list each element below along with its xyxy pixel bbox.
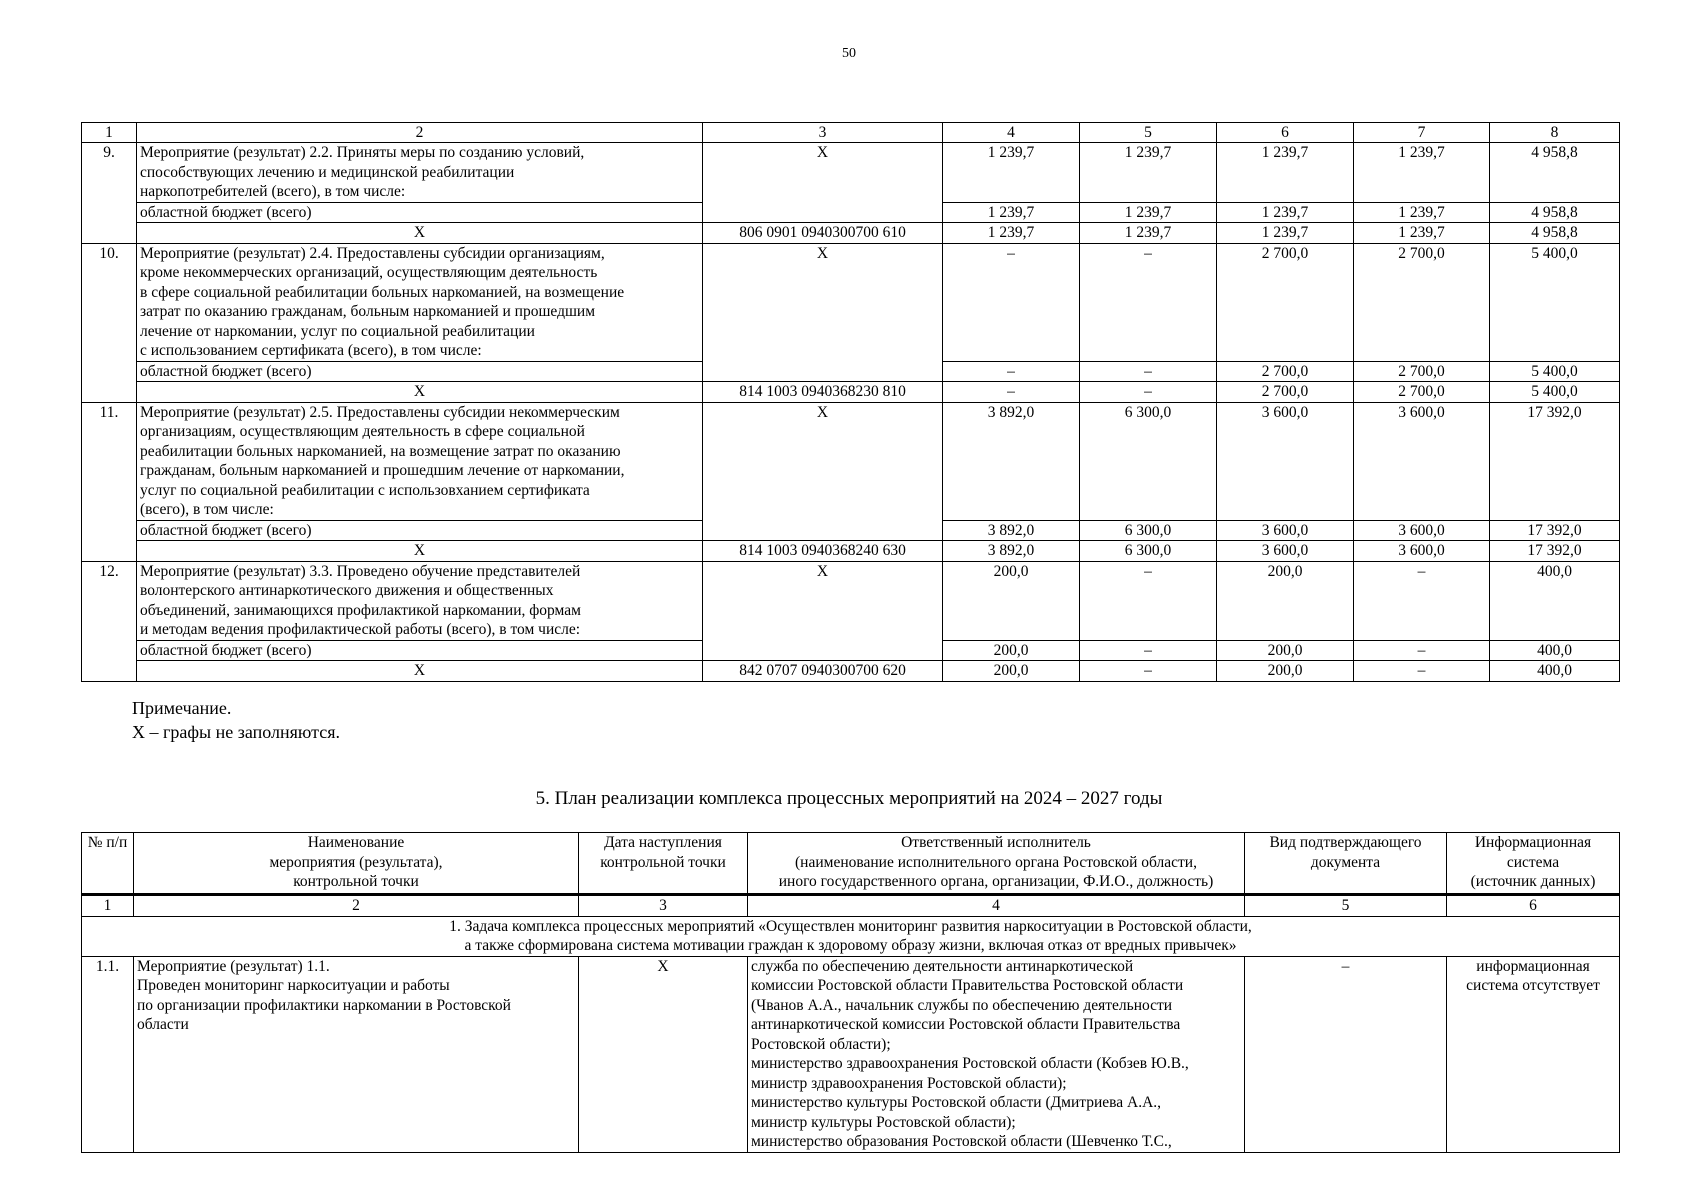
amount-cell: –	[1080, 661, 1217, 682]
amount-cell: 200,0	[943, 661, 1080, 682]
amount-cell: 3 892,0	[943, 520, 1080, 541]
amount-cell: –	[1080, 640, 1217, 661]
amount-cell: 4 958,8	[1490, 202, 1620, 223]
amount-cell: –	[1354, 661, 1490, 682]
col-number: 4	[943, 123, 1080, 143]
budget-classification-code: 814 1003 0940368230 810	[703, 382, 943, 403]
row-number: 11.	[82, 402, 137, 561]
amount-cell: 200,0	[943, 561, 1080, 640]
budget-classification-code: 806 0901 0940300700 610	[703, 223, 943, 244]
amount-cell: 1 239,7	[1354, 223, 1490, 244]
plan-header-row	[82, 833, 1620, 895]
header-date: Дата наступления контрольной точки	[579, 833, 748, 895]
amount-cell: 2 700,0	[1354, 382, 1490, 403]
amount-cell: 3 600,0	[1217, 402, 1354, 520]
amount-cell: 200,0	[1217, 640, 1354, 661]
measure-name: Мероприятие (результат) 2.2. Приняты меры по созданию условий, способствующих лечению и медицинской реабилитации наркопотребителей (всего), в том числе:	[137, 143, 703, 203]
col-number: 1	[82, 123, 137, 143]
amount-cell: 2 700,0	[1217, 382, 1354, 403]
note-title: Примечание.	[132, 698, 232, 718]
measure-name: Мероприятие (результат) 2.4. Предоставлены субсидии организациям, кроме некоммерческих организаций, осуществляющим деятельность в сфере социальной реабилитации больных наркоманией, на возмещение затрат по оказанию гражданам, больным наркоманией и прошедшим лечение от наркомании, услуг по социальной реабилитации с использованием сертификата (всего), в том числе:	[137, 243, 703, 361]
amount-cell: 17 392,0	[1490, 541, 1620, 562]
amount-cell: 400,0	[1490, 661, 1620, 682]
col-number: 3	[579, 895, 748, 917]
header-num: № п/п	[82, 833, 134, 895]
col-number: 8	[1490, 123, 1620, 143]
row-number: 9.	[82, 143, 137, 244]
amount-cell: 3 600,0	[1354, 402, 1490, 520]
col-number: 4	[748, 895, 1245, 917]
measure-name: Мероприятие (результат) 2.5. Предоставлены субсидии некоммерческим организациям, осуществляющим деятельность в сфере социальной реабилитации больных наркоманией, на возмещение затрат по оказанию гражданам, больным наркоманией и прошедшим лечение от наркомании, услуг по социальной реабилитации с использовханием сертификата (всего), в том числе:	[137, 402, 703, 520]
header-executor: Ответственный исполнитель (наименование исполнительного органа Ростовской области, иного государственного органа, организации, Ф.И.О., должность)	[748, 833, 1245, 895]
page-number: 50	[842, 46, 856, 61]
budget-code: Х	[703, 402, 943, 541]
x-label: Х	[137, 223, 703, 244]
budget-code: Х	[703, 143, 943, 223]
amount-cell: 1 239,7	[1354, 143, 1490, 203]
amount-cell: 1 239,7	[1354, 202, 1490, 223]
row-executor: служба по обеспечению деятельности антинаркотической комиссии Ростовской области Правительства Ростовской области (Чванов А.А., начальник службы по обеспечению деятельности антинаркотической комиссии Ростовской области Правительства Ростовской области); министерство здравоохранения Ростовской области (Кобзев Ю.В., министр здравоохранения Ростовской области); министерство культуры Ростовской области (Дмитриева А.А., министр культуры Ростовской области); министерство образования Ростовской области (Шевченко Т.С.,	[748, 956, 1245, 1152]
code-row	[82, 223, 1620, 244]
amount-cell: 6 300,0	[1080, 402, 1217, 520]
column-number-row	[82, 123, 1620, 143]
amount-cell: 3 892,0	[943, 541, 1080, 562]
amount-cell: –	[1080, 382, 1217, 403]
measure-row	[82, 402, 1620, 520]
col-number: 6	[1217, 123, 1354, 143]
amount-cell: –	[943, 243, 1080, 361]
budget-table	[81, 122, 1620, 682]
amount-cell: 1 239,7	[1080, 143, 1217, 203]
amount-cell: 1 239,7	[943, 223, 1080, 244]
amount-cell: 4 958,8	[1490, 223, 1620, 244]
amount-cell: 17 392,0	[1490, 402, 1620, 520]
amount-cell: 1 239,7	[1080, 223, 1217, 244]
col-number: 2	[137, 123, 703, 143]
header-name: Наименование мероприятия (результата), контрольной точки	[134, 833, 579, 895]
amount-cell: 1 239,7	[1217, 202, 1354, 223]
row-name: Мероприятие (результат) 1.1. Проведен мониторинг наркоситуации и работы по организации профилактики наркомании в Ростовской области	[134, 956, 579, 1152]
x-label: Х	[137, 382, 703, 403]
measure-row	[82, 243, 1620, 361]
x-label: Х	[137, 541, 703, 562]
measure-row	[82, 561, 1620, 640]
amount-cell: 2 700,0	[1217, 361, 1354, 382]
amount-cell: 17 392,0	[1490, 520, 1620, 541]
plan-table	[81, 832, 1620, 1153]
col-number: 1	[82, 895, 134, 917]
amount-cell: –	[943, 382, 1080, 403]
col-number: 5	[1245, 895, 1447, 917]
amount-cell: 4 958,8	[1490, 143, 1620, 203]
amount-cell: 200,0	[1217, 661, 1354, 682]
amount-cell: –	[1354, 561, 1490, 640]
amount-cell: 2 700,0	[1217, 243, 1354, 361]
amount-cell: –	[1080, 361, 1217, 382]
amount-cell: 3 600,0	[1217, 541, 1354, 562]
col-number: 7	[1354, 123, 1490, 143]
amount-cell: 5 400,0	[1490, 361, 1620, 382]
row-date: Х	[579, 956, 748, 1152]
col-number: 2	[134, 895, 579, 917]
budget-classification-code: 842 0707 0940300700 620	[703, 661, 943, 682]
code-row	[82, 382, 1620, 403]
measure-row	[82, 143, 1620, 203]
amount-cell: 1 239,7	[1080, 202, 1217, 223]
note-text: Х – графы не заполняются.	[132, 722, 340, 742]
amount-cell: –	[943, 361, 1080, 382]
col-number: 5	[1080, 123, 1217, 143]
amount-cell: 1 239,7	[1217, 143, 1354, 203]
budget-classification-code: 814 1003 0940368240 630	[703, 541, 943, 562]
header-document: Вид подтверждающего документа	[1245, 833, 1447, 895]
row-system: информационная система отсутствует	[1447, 956, 1620, 1152]
amount-cell: 3 600,0	[1354, 541, 1490, 562]
amount-cell: 200,0	[943, 640, 1080, 661]
plan-column-number-row	[82, 895, 1620, 917]
budget-label: областной бюджет (всего)	[137, 202, 703, 223]
amount-cell: 1 239,7	[943, 143, 1080, 203]
row-number: 10.	[82, 243, 137, 402]
amount-cell: –	[1354, 640, 1490, 661]
budget-label: областной бюджет (всего)	[137, 361, 703, 382]
code-row	[82, 541, 1620, 562]
header-system: Информационная система (источник данных)	[1447, 833, 1620, 895]
task-title: 1. Задача комплекса процессных мероприятий «Осуществлен мониторинг развития наркоситуации в Ростовской области, а также сформирована система мотивации граждан к здоровому образу жизни, включая отказ от вредных привычек»	[82, 916, 1620, 956]
code-row	[82, 661, 1620, 682]
amount-cell: 200,0	[1217, 561, 1354, 640]
budget-code: Х	[703, 243, 943, 382]
note	[132, 696, 340, 744]
amount-cell: –	[1080, 561, 1217, 640]
budget-label: областной бюджет (всего)	[137, 640, 703, 661]
row-document: –	[1245, 956, 1447, 1152]
amount-cell: 400,0	[1490, 640, 1620, 661]
x-label: Х	[137, 661, 703, 682]
task-row	[82, 916, 1620, 956]
amount-cell: 3 600,0	[1217, 520, 1354, 541]
amount-cell: 5 400,0	[1490, 382, 1620, 403]
col-number: 3	[703, 123, 943, 143]
amount-cell: 3 892,0	[943, 402, 1080, 520]
budget-label: областной бюджет (всего)	[137, 520, 703, 541]
amount-cell: 2 700,0	[1354, 361, 1490, 382]
row-number: 12.	[82, 561, 137, 681]
amount-cell: 3 600,0	[1354, 520, 1490, 541]
amount-cell: 1 239,7	[1217, 223, 1354, 244]
amount-cell: 2 700,0	[1354, 243, 1490, 361]
amount-cell: –	[1080, 243, 1217, 361]
amount-cell: 6 300,0	[1080, 520, 1217, 541]
budget-code: Х	[703, 561, 943, 661]
col-number: 6	[1447, 895, 1620, 917]
measure-name: Мероприятие (результат) 3.3. Проведено обучение представителей волонтерского антинаркотического движения и общественных объединений, занимающихся профилактикой наркомании, формам и методам ведения профилактической работы (всего), в том числе:	[137, 561, 703, 640]
amount-cell: 1 239,7	[943, 202, 1080, 223]
amount-cell: 400,0	[1490, 561, 1620, 640]
amount-cell: 5 400,0	[1490, 243, 1620, 361]
amount-cell: 6 300,0	[1080, 541, 1217, 562]
section-title: 5. План реализации комплекса процессных мероприятий на 2024 – 2027 годы	[535, 788, 1163, 809]
plan-row	[82, 956, 1620, 1152]
row-number: 1.1.	[82, 956, 134, 1152]
